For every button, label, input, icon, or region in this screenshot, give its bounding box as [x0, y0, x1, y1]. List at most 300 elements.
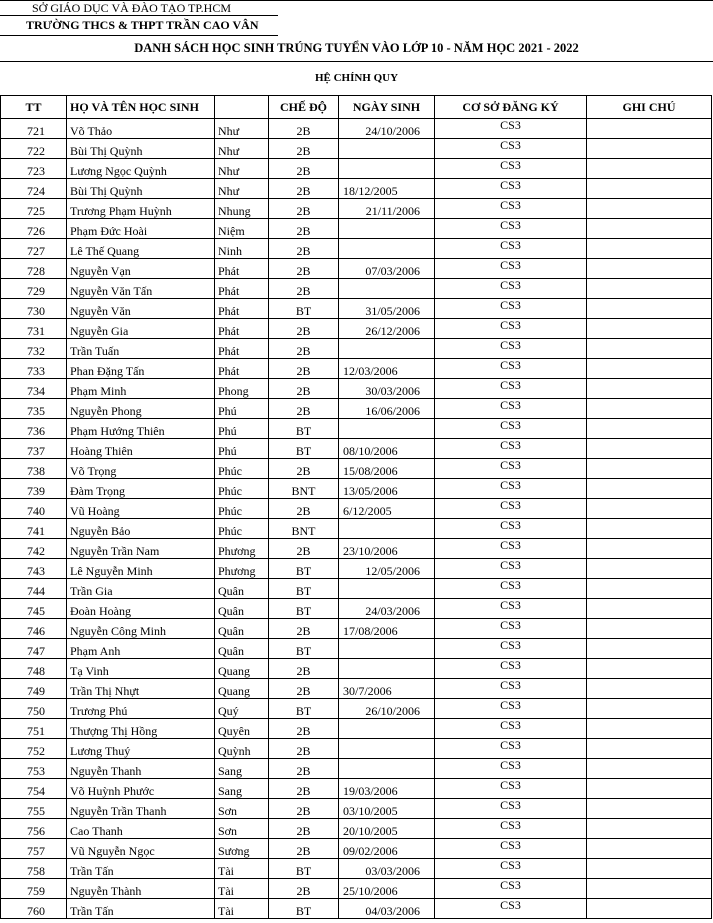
first-name-cell: [215, 639, 269, 659]
row-number-cell-text: 754: [27, 784, 45, 798]
row-number-cell-text: 736: [27, 424, 45, 438]
note-cell: [587, 319, 712, 339]
last-name-cell: [67, 839, 215, 859]
dob-cell: [339, 499, 435, 519]
first-name-cell: [215, 659, 269, 679]
campus-cell: [435, 819, 587, 839]
last-name-cell: [67, 159, 215, 179]
dob-cell: [339, 619, 435, 639]
campus-cell: [435, 699, 587, 719]
row-number-cell: [1, 599, 67, 619]
last-name-cell-text: Vũ Nguyễn Ngọc: [70, 844, 155, 858]
first-name-cell: [215, 479, 269, 499]
first-name-cell-text: Quang: [218, 684, 250, 698]
campus-cell-text: CS3: [500, 118, 521, 132]
row-number-cell-text: 745: [27, 604, 45, 618]
first-name-cell-text: Như: [218, 164, 240, 178]
row-number-cell-text: 732: [27, 344, 45, 358]
che-do-cell: [269, 579, 339, 599]
last-name-cell: [67, 739, 215, 759]
first-name-cell: [215, 499, 269, 519]
dob-cell-text: 24/10/2006: [365, 124, 420, 138]
che-do-cell-text: BT: [295, 424, 312, 438]
campus-cell-text: CS3: [500, 898, 521, 912]
note-cell: [587, 139, 712, 159]
last-name-cell: [67, 499, 215, 519]
dob-cell-text: 09/02/2006: [343, 844, 398, 858]
table-row: [1, 239, 712, 259]
che-do-cell-text: 2B: [296, 824, 311, 838]
last-name-cell-text: Trương Phú: [70, 704, 128, 718]
last-name-cell-text: Nguyễn Thành: [70, 884, 142, 898]
row-number-cell-text: 741: [27, 524, 45, 538]
first-name-cell-text: Quân: [218, 624, 244, 638]
che-do-cell: [269, 379, 339, 399]
row-number-cell: [1, 459, 67, 479]
dob-cell-text: 30/7/2006: [343, 684, 392, 698]
row-number-cell: [1, 359, 67, 379]
table-row: [1, 519, 712, 539]
row-number-cell-text: 743: [27, 564, 45, 578]
last-name-cell-text: Lương Ngọc Quỳnh: [70, 164, 167, 178]
last-name-cell-text: Đoàn Hoàng: [70, 604, 131, 618]
campus-cell-text: CS3: [500, 398, 521, 412]
che-do-cell-text: 2B: [296, 684, 311, 698]
first-name-cell-text: Phú: [218, 444, 237, 458]
row-number-cell-text: 734: [27, 384, 45, 398]
last-name-cell: [67, 819, 215, 839]
table-row: [1, 899, 712, 919]
last-name-cell-text: Võ Trọng: [70, 464, 117, 478]
campus-cell-text: CS3: [500, 378, 521, 392]
table-row: [1, 319, 712, 339]
last-name-cell: [67, 139, 215, 159]
first-name-cell: [215, 119, 269, 139]
column-header-note: GHI CHÚ: [587, 96, 712, 119]
row-number-cell-text: 726: [27, 224, 45, 238]
row-number-cell-text: 733: [27, 364, 45, 378]
last-name-cell-text: Vũ Hoàng: [70, 504, 120, 518]
campus-cell: [435, 299, 587, 319]
first-name-cell: [215, 439, 269, 459]
che-do-cell: [269, 619, 339, 639]
campus-cell: [435, 759, 587, 779]
first-name-cell-text: Ninh: [218, 244, 242, 258]
row-number-cell: [1, 239, 67, 259]
campus-cell-text: CS3: [500, 558, 521, 572]
campus-cell-text: CS3: [500, 698, 521, 712]
dob-cell-text: 03/03/2006: [365, 864, 420, 878]
first-name-cell-text: Phát: [218, 344, 240, 358]
row-number-cell-text: 739: [27, 484, 45, 498]
first-name-cell: [215, 199, 269, 219]
last-name-cell-text: Trương Phạm Huỳnh: [70, 204, 172, 218]
campus-cell-text: CS3: [500, 518, 521, 532]
first-name-cell: [215, 539, 269, 559]
campus-cell: [435, 859, 587, 879]
first-name-cell-text: Sơn: [218, 824, 238, 838]
che-do-cell: [269, 359, 339, 379]
last-name-cell: [67, 199, 215, 219]
che-do-cell: [269, 659, 339, 679]
last-name-cell-text: Trần Gia: [70, 584, 113, 598]
row-number-cell: [1, 299, 67, 319]
first-name-cell-text: Tài: [218, 884, 234, 898]
row-number-cell: [1, 619, 67, 639]
column-header-che-do: CHẾ ĐỘ: [269, 96, 339, 119]
dob-cell: [339, 899, 435, 919]
dob-cell: [339, 159, 435, 179]
campus-cell-text: CS3: [500, 618, 521, 632]
first-name-cell: [215, 379, 269, 399]
campus-cell-text: CS3: [500, 678, 521, 692]
row-number-cell: [1, 719, 67, 739]
row-number-cell-text: 752: [27, 744, 45, 758]
first-name-cell-text: Tài: [218, 904, 234, 918]
dob-cell: [339, 119, 435, 139]
first-name-cell-text: Sang: [218, 784, 242, 798]
row-number-cell: [1, 699, 67, 719]
last-name-cell-text: Hoàng Thiên: [70, 444, 133, 458]
campus-cell-text: CS3: [500, 478, 521, 492]
row-number-cell-text: 731: [27, 324, 45, 338]
last-name-cell: [67, 239, 215, 259]
first-name-cell-text: Phát: [218, 264, 240, 278]
che-do-cell: [269, 699, 339, 719]
note-cell: [587, 179, 712, 199]
dob-cell: [339, 299, 435, 319]
dob-cell-text: 19/03/2006: [343, 784, 398, 798]
dob-cell-text: 6/12/2005: [343, 504, 392, 518]
last-name-cell: [67, 859, 215, 879]
first-name-cell: [215, 699, 269, 719]
dob-cell: [339, 339, 435, 359]
campus-cell: [435, 479, 587, 499]
campus-cell: [435, 779, 587, 799]
dob-cell: [339, 839, 435, 859]
che-do-cell: [269, 299, 339, 319]
che-do-cell-text: BT: [295, 904, 312, 918]
row-number-cell-text: 724: [27, 184, 45, 198]
row-number-cell-text: 758: [27, 864, 45, 878]
note-cell: [587, 259, 712, 279]
row-number-cell: [1, 759, 67, 779]
first-name-cell: [215, 219, 269, 239]
first-name-cell-text: Phúc: [218, 504, 242, 518]
last-name-cell: [67, 399, 215, 419]
dob-cell-text: 30/03/2006: [365, 384, 420, 398]
first-name-cell-text: Phúc: [218, 484, 242, 498]
first-name-cell: [215, 599, 269, 619]
che-do-cell: [269, 119, 339, 139]
note-cell: [587, 759, 712, 779]
table-row: [1, 759, 712, 779]
first-name-cell: [215, 399, 269, 419]
campus-cell: [435, 499, 587, 519]
last-name-cell-text: Phan Đặng Tấn: [70, 364, 145, 378]
note-cell: [587, 159, 712, 179]
note-cell: [587, 819, 712, 839]
last-name-cell: [67, 279, 215, 299]
first-name-cell-text: Phú: [218, 424, 237, 438]
first-name-cell-text: Phương: [218, 544, 256, 558]
dob-cell: [339, 819, 435, 839]
che-do-cell-text: 2B: [296, 764, 311, 778]
row-number-cell: [1, 839, 67, 859]
che-do-cell: [269, 459, 339, 479]
che-do-cell: [269, 799, 339, 819]
che-do-cell: [269, 779, 339, 799]
row-number-cell: [1, 439, 67, 459]
first-name-cell-text: Sơn: [218, 804, 238, 818]
last-name-cell-text: Cao Thanh: [70, 824, 123, 838]
che-do-cell: [269, 859, 339, 879]
campus-cell-text: CS3: [500, 818, 521, 832]
row-number-cell-text: 750: [27, 704, 45, 718]
last-name-cell: [67, 779, 215, 799]
last-name-cell-text: Nguyễn Thanh: [70, 764, 142, 778]
dob-cell: [339, 479, 435, 499]
first-name-cell-text: Quân: [218, 604, 244, 618]
row-number-cell-text: 735: [27, 404, 45, 418]
note-cell: [587, 879, 712, 899]
last-name-cell: [67, 639, 215, 659]
row-number-cell: [1, 819, 67, 839]
school-name: TRƯỜNG THCS & THPT TRẦN CAO VÂN: [26, 18, 259, 32]
note-cell: [587, 799, 712, 819]
last-name-cell-text: Nguyễn Trần Thanh: [70, 804, 167, 818]
campus-cell: [435, 619, 587, 639]
che-do-cell-text: 2B: [296, 284, 311, 298]
che-do-cell-text: 2B: [296, 184, 311, 198]
table-row: [1, 839, 712, 859]
note-cell: [587, 119, 712, 139]
last-name-cell: [67, 419, 215, 439]
che-do-cell-text: 2B: [296, 264, 311, 278]
first-name-cell: [215, 819, 269, 839]
table-row: [1, 359, 712, 379]
note-cell: [587, 739, 712, 759]
dob-cell-text: 12/03/2006: [343, 364, 398, 378]
dob-cell: [339, 439, 435, 459]
che-do-cell: [269, 519, 339, 539]
table-row: [1, 699, 712, 719]
dob-cell-text: 23/10/2006: [343, 544, 398, 558]
che-do-cell: [269, 179, 339, 199]
note-cell: [587, 399, 712, 419]
first-name-cell-text: Quân: [218, 644, 244, 658]
campus-cell: [435, 219, 587, 239]
last-name-cell: [67, 319, 215, 339]
table-row: [1, 499, 712, 519]
che-do-cell: [269, 239, 339, 259]
row-number-cell: [1, 879, 67, 899]
last-name-cell-text: Trần Tuấn: [70, 344, 120, 358]
row-number-cell-text: 759: [27, 884, 45, 898]
che-do-cell-text: 2B: [296, 544, 311, 558]
campus-cell-text: CS3: [500, 578, 521, 592]
first-name-cell-text: Sương: [218, 844, 250, 858]
campus-cell-text: CS3: [500, 278, 521, 292]
document-subtitle: HỆ CHÍNH QUY: [314, 72, 399, 84]
campus-cell: [435, 339, 587, 359]
first-name-cell-text: Quang: [218, 664, 250, 678]
dob-cell: [339, 199, 435, 219]
first-name-cell-text: Sang: [218, 764, 242, 778]
che-do-cell-text: 2B: [296, 844, 311, 858]
first-name-cell: [215, 739, 269, 759]
last-name-cell-text: Lê Nguyễn Minh: [70, 564, 153, 578]
che-do-cell-text: BT: [295, 584, 312, 598]
che-do-cell-text: 2B: [296, 144, 311, 158]
dob-cell: [339, 419, 435, 439]
note-cell: [587, 839, 712, 859]
campus-cell-text: CS3: [500, 138, 521, 152]
row-number-cell-text: 723: [27, 164, 45, 178]
dob-cell-text: 21/11/2006: [365, 204, 420, 218]
last-name-cell-text: Lê Thế Quang: [70, 244, 140, 258]
dob-cell: [339, 799, 435, 819]
dob-cell: [339, 759, 435, 779]
row-number-cell: [1, 159, 67, 179]
dob-cell: [339, 259, 435, 279]
che-do-cell: [269, 319, 339, 339]
row-number-cell-text: 760: [27, 904, 45, 918]
table-row: [1, 539, 712, 559]
last-name-cell: [67, 299, 215, 319]
che-do-cell: [269, 739, 339, 759]
row-number-cell: [1, 319, 67, 339]
campus-cell: [435, 259, 587, 279]
note-cell: [587, 719, 712, 739]
campus-cell: [435, 879, 587, 899]
campus-cell: [435, 559, 587, 579]
che-do-cell-text: 2B: [296, 664, 311, 678]
first-name-cell-text: Quân: [218, 584, 244, 598]
row-number-cell: [1, 679, 67, 699]
first-name-cell: [215, 899, 269, 919]
che-do-cell: [269, 139, 339, 159]
note-cell: [587, 359, 712, 379]
campus-cell: [435, 899, 587, 919]
row-number-cell-text: 756: [27, 824, 45, 838]
document-title: DANH SÁCH HỌC SINH TRÚNG TUYỂN VÀO LỚP 10 - NĂM HỌC 2021 - 2022: [134, 41, 579, 55]
row-number-cell: [1, 279, 67, 299]
first-name-cell: [215, 839, 269, 859]
campus-cell-text: CS3: [500, 218, 521, 232]
row-number-cell: [1, 479, 67, 499]
last-name-cell-text: Nguyễn Gia: [70, 324, 129, 338]
grid-line: [0, 15, 278, 16]
table-row: [1, 819, 712, 839]
dob-cell-text: 12/05/2006: [365, 564, 420, 578]
table-row: [1, 159, 712, 179]
dob-cell: [339, 679, 435, 699]
che-do-cell: [269, 219, 339, 239]
campus-cell-text: CS3: [500, 778, 521, 792]
che-do-cell-text: 2B: [296, 884, 311, 898]
row-number-cell-text: 753: [27, 764, 45, 778]
last-name-cell-text: Đàm Trọng: [70, 484, 126, 498]
first-name-cell-text: Phúc: [218, 524, 242, 538]
row-number-cell-text: 727: [27, 244, 45, 258]
note-cell: [587, 379, 712, 399]
table-row: [1, 799, 712, 819]
last-name-cell-text: Phạm Minh: [70, 384, 127, 398]
campus-cell-text: CS3: [500, 438, 521, 452]
row-number-cell-text: 722: [27, 144, 45, 158]
dob-cell: [339, 719, 435, 739]
dob-cell: [339, 559, 435, 579]
che-do-cell-text: 2B: [296, 404, 311, 418]
note-cell: [587, 659, 712, 679]
first-name-cell: [215, 879, 269, 899]
dob-cell: [339, 319, 435, 339]
campus-cell: [435, 719, 587, 739]
table-row: [1, 579, 712, 599]
row-number-cell-text: 749: [27, 684, 45, 698]
note-cell: [587, 579, 712, 599]
table-row: [1, 779, 712, 799]
che-do-cell: [269, 879, 339, 899]
campus-cell: [435, 139, 587, 159]
che-do-cell-text: BNT: [291, 484, 316, 498]
campus-cell: [435, 239, 587, 259]
row-number-cell: [1, 779, 67, 799]
dob-cell: [339, 519, 435, 539]
che-do-cell: [269, 899, 339, 919]
table-row: [1, 139, 712, 159]
che-do-cell-text: 2B: [296, 624, 311, 638]
first-name-cell-text: Như: [218, 124, 240, 138]
campus-cell-text: CS3: [500, 178, 521, 192]
table-row: [1, 259, 712, 279]
first-name-cell: [215, 299, 269, 319]
che-do-cell: [269, 539, 339, 559]
first-name-cell: [215, 859, 269, 879]
column-header-name-blank: [215, 96, 269, 119]
che-do-cell: [269, 339, 339, 359]
campus-cell-text: CS3: [500, 458, 521, 472]
che-do-cell-text: 2B: [296, 804, 311, 818]
che-do-cell: [269, 399, 339, 419]
row-number-cell-text: 737: [27, 444, 45, 458]
department-name: SỞ GIÁO DỤC VÀ ĐÀO TẠO TP.HCM: [32, 1, 232, 15]
campus-cell: [435, 599, 587, 619]
campus-cell-text: CS3: [500, 878, 521, 892]
dob-cell-text: 20/10/2005: [343, 824, 398, 838]
note-cell: [587, 239, 712, 259]
first-name-cell: [215, 179, 269, 199]
dob-cell: [339, 599, 435, 619]
dob-cell-text: 08/10/2006: [343, 444, 398, 458]
first-name-cell-text: Phú: [218, 404, 237, 418]
che-do-cell-text: 2B: [296, 124, 311, 138]
column-header-dob: NGÀY SINH: [339, 96, 435, 119]
campus-cell-text: CS3: [500, 798, 521, 812]
dob-cell: [339, 779, 435, 799]
note-cell: [587, 779, 712, 799]
first-name-cell-text: Quỳnh: [218, 744, 251, 758]
note-cell: [587, 519, 712, 539]
last-name-cell-text: Bùi Thị Quỳnh: [70, 144, 143, 158]
che-do-cell: [269, 479, 339, 499]
last-name-cell-text: Tạ Vinh: [70, 664, 109, 678]
last-name-cell: [67, 879, 215, 899]
row-number-cell: [1, 119, 67, 139]
dob-cell: [339, 739, 435, 759]
che-do-cell: [269, 819, 339, 839]
